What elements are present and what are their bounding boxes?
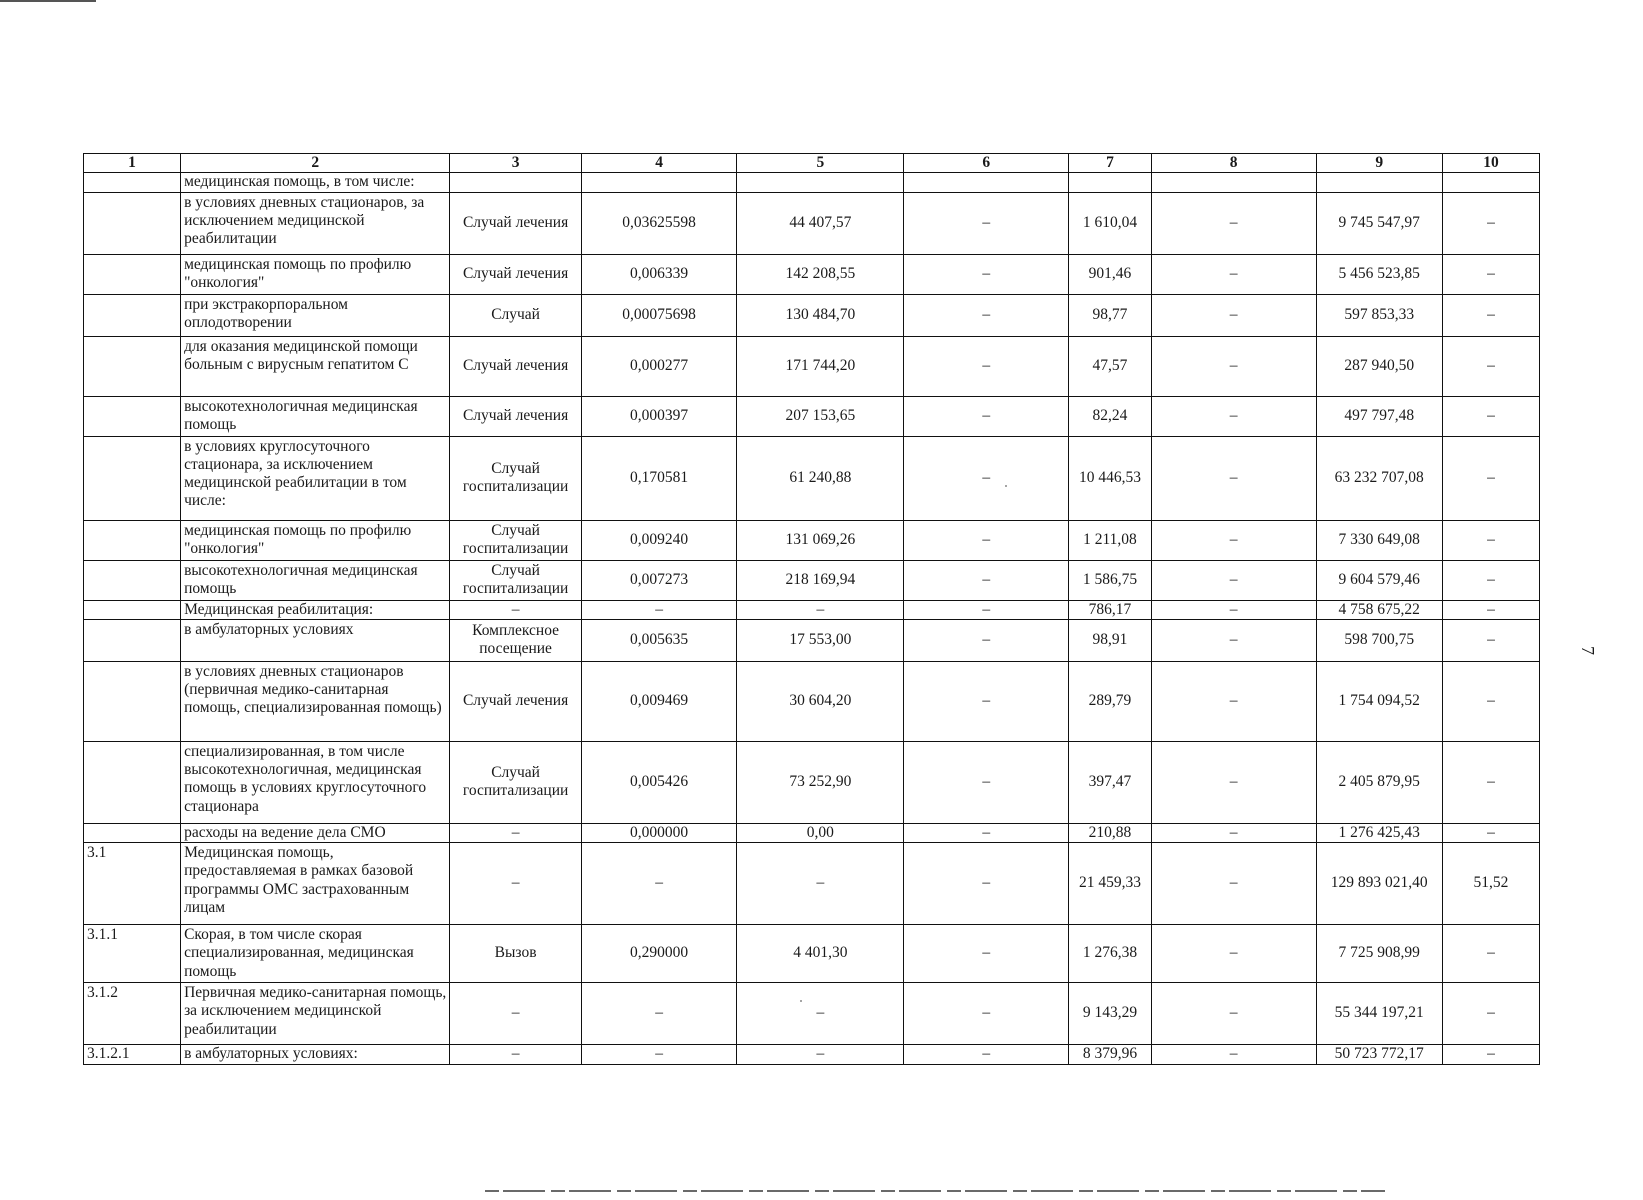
table-cell-c4: 0,005635 bbox=[581, 619, 737, 661]
table-cell-c10: – bbox=[1442, 619, 1539, 661]
table-cell-c2: в условиях круглосуточного стационара, за исключением медицинской реабилитации в том числе: bbox=[181, 436, 450, 520]
table-cell-c5: 73 252,90 bbox=[737, 741, 904, 823]
table-row bbox=[84, 436, 1540, 520]
table-cell-c7: 1 610,04 bbox=[1069, 192, 1151, 254]
table-cell-c3: Случай госпитализации bbox=[450, 560, 582, 600]
table-cell-c2: Медицинская помощь, предоставляемая в рамках базовой программы ОМС застрахованным лицам bbox=[181, 843, 450, 925]
table-cell-c4: 0,000397 bbox=[581, 396, 737, 436]
table-cell-c4: 0,170581 bbox=[581, 436, 737, 520]
table-cell-c4: – bbox=[581, 600, 737, 619]
table-cell-c4: 0,007273 bbox=[581, 560, 737, 600]
table-cell-c8: – bbox=[1151, 520, 1316, 560]
table-cell-c8: – bbox=[1151, 254, 1316, 294]
table-cell-c10: – bbox=[1442, 741, 1539, 823]
table-cell-c6: – bbox=[904, 520, 1069, 560]
table-cell-c8: – bbox=[1151, 983, 1316, 1045]
table-cell-c10: – bbox=[1442, 192, 1539, 254]
table-cell-c8: – bbox=[1151, 661, 1316, 741]
table-row bbox=[84, 1045, 1540, 1065]
table-cell-c4: – bbox=[581, 843, 737, 925]
table-cell-c5: – bbox=[737, 1045, 904, 1065]
table-cell-c3 bbox=[450, 173, 582, 192]
table-row bbox=[84, 600, 1540, 619]
table-cell-c8: – bbox=[1151, 925, 1316, 983]
table-cell-c10: – bbox=[1442, 436, 1539, 520]
table-cell-c1 bbox=[84, 396, 181, 436]
budget-table bbox=[83, 153, 1540, 1065]
table-cell-c1 bbox=[84, 661, 181, 741]
table-cell-c3: Комплексное посещение bbox=[450, 619, 582, 661]
table-cell-c6: – bbox=[904, 843, 1069, 925]
table-cell-c2: Скорая, в том числе скорая специализированная, медицинская помощь bbox=[181, 925, 450, 983]
table-row bbox=[84, 925, 1540, 983]
table-cell-c10: – bbox=[1442, 983, 1539, 1045]
table-cell-c9: 597 853,33 bbox=[1316, 294, 1442, 336]
table-cell-c1 bbox=[84, 741, 181, 823]
table-cell-c7: 21 459,33 bbox=[1069, 843, 1151, 925]
table-cell-c3: Случай bbox=[450, 294, 582, 336]
table-cell-c6: – bbox=[904, 1045, 1069, 1065]
table-row bbox=[84, 661, 1540, 741]
table-cell-c9: 2 405 879,95 bbox=[1316, 741, 1442, 823]
table-cell-c7: 1 586,75 bbox=[1069, 560, 1151, 600]
header-cell: 8 bbox=[1151, 154, 1316, 173]
table-cell-c6: – bbox=[904, 254, 1069, 294]
table-cell-c7: 98,77 bbox=[1069, 294, 1151, 336]
table-cell-c2: Медицинская реабилитация: bbox=[181, 600, 450, 619]
table-cell-c10: – bbox=[1442, 560, 1539, 600]
header-cell: 6 bbox=[904, 154, 1069, 173]
table-cell-c1 bbox=[84, 600, 181, 619]
table-cell-c1: 3.1.1 bbox=[84, 925, 181, 983]
table-cell-c5: – bbox=[737, 843, 904, 925]
header-cell: 1 bbox=[84, 154, 181, 173]
scan-speck bbox=[1005, 485, 1007, 487]
table-cell-c10: – bbox=[1442, 823, 1539, 842]
table-cell-c9: 7 330 649,08 bbox=[1316, 520, 1442, 560]
table-cell-c4: – bbox=[581, 983, 737, 1045]
table-cell-c5: 4 401,30 bbox=[737, 925, 904, 983]
table-cell-c3: Случай госпитализации bbox=[450, 741, 582, 823]
table-cell-c2: медицинская помощь по профилю "онкология" bbox=[181, 254, 450, 294]
table-cell-c5: 30 604,20 bbox=[737, 661, 904, 741]
table-cell-c2: в условиях дневных стационаров, за исключением медицинской реабилитации bbox=[181, 192, 450, 254]
table-cell-c8: – bbox=[1151, 619, 1316, 661]
table-cell-c9: 50 723 772,17 bbox=[1316, 1045, 1442, 1065]
table-cell-c3: Случай лечения bbox=[450, 192, 582, 254]
table-cell-c7: 1 211,08 bbox=[1069, 520, 1151, 560]
table-cell-c7: 901,46 bbox=[1069, 254, 1151, 294]
table-cell-c10: – bbox=[1442, 396, 1539, 436]
table-cell-c6 bbox=[904, 173, 1069, 192]
table-cell-c1: 3.1 bbox=[84, 843, 181, 925]
table-cell-c7: 47,57 bbox=[1069, 336, 1151, 396]
table-cell-c5: 218 169,94 bbox=[737, 560, 904, 600]
table-cell-c10: – bbox=[1442, 336, 1539, 396]
table-cell-c5: 171 744,20 bbox=[737, 336, 904, 396]
table-cell-c1 bbox=[84, 436, 181, 520]
table-cell-c8: – bbox=[1151, 396, 1316, 436]
table-cell-c7: 8 379,96 bbox=[1069, 1045, 1151, 1065]
table-cell-c4: 0,00075698 bbox=[581, 294, 737, 336]
table-cell-c6: – bbox=[904, 925, 1069, 983]
table-cell-c6: – bbox=[904, 983, 1069, 1045]
table-cell-c2: в амбулаторных условиях: bbox=[181, 1045, 450, 1065]
table-row bbox=[84, 983, 1540, 1045]
table-cell-c1 bbox=[84, 294, 181, 336]
table-row bbox=[84, 192, 1540, 254]
table-cell-c3: Случай лечения bbox=[450, 336, 582, 396]
table-cell-c2: высокотехнологичная медицинская помощь bbox=[181, 396, 450, 436]
table-cell-c3: – bbox=[450, 843, 582, 925]
table-cell-c4: 0,03625598 bbox=[581, 192, 737, 254]
header-cell: 5 bbox=[737, 154, 904, 173]
table-cell-c10: – bbox=[1442, 600, 1539, 619]
table-cell-c8: – bbox=[1151, 294, 1316, 336]
table-cell-c10: – bbox=[1442, 661, 1539, 741]
table-cell-c5: 130 484,70 bbox=[737, 294, 904, 336]
table-cell-c8 bbox=[1151, 173, 1316, 192]
table-cell-c9: 55 344 197,21 bbox=[1316, 983, 1442, 1045]
table-cell-c5: – bbox=[737, 983, 904, 1045]
table-cell-c7 bbox=[1069, 173, 1151, 192]
table-cell-c3: – bbox=[450, 983, 582, 1045]
table-cell-c6: – bbox=[904, 619, 1069, 661]
table-cell-c1: 3.1.2.1 bbox=[84, 1045, 181, 1065]
table-cell-c8: – bbox=[1151, 843, 1316, 925]
table-cell-c7: 210,88 bbox=[1069, 823, 1151, 842]
table-row bbox=[84, 294, 1540, 336]
table-cell-c9: 4 758 675,22 bbox=[1316, 600, 1442, 619]
header-cell: 7 bbox=[1069, 154, 1151, 173]
table-cell-c3: – bbox=[450, 600, 582, 619]
table-cell-c9: 5 456 523,85 bbox=[1316, 254, 1442, 294]
table-cell-c2: расходы на ведение дела СМО bbox=[181, 823, 450, 842]
table-cell-c8: – bbox=[1151, 560, 1316, 600]
header-cell: 9 bbox=[1316, 154, 1442, 173]
table-cell-c4: 0,005426 bbox=[581, 741, 737, 823]
table-cell-c9: 1 276 425,43 bbox=[1316, 823, 1442, 842]
table-cell-c9: 287 940,50 bbox=[1316, 336, 1442, 396]
table-cell-c7: 397,47 bbox=[1069, 741, 1151, 823]
table-cell-c6: – bbox=[904, 560, 1069, 600]
table-cell-c8: – bbox=[1151, 192, 1316, 254]
table-cell-c9: 63 232 707,08 bbox=[1316, 436, 1442, 520]
table-cell-c9: 9 604 579,46 bbox=[1316, 560, 1442, 600]
table-cell-c5: – bbox=[737, 600, 904, 619]
table-cell-c7: 289,79 bbox=[1069, 661, 1151, 741]
table-cell-c2: в амбулаторных условиях bbox=[181, 619, 450, 661]
table-cell-c3: – bbox=[450, 823, 582, 842]
table-cell-c5: 142 208,55 bbox=[737, 254, 904, 294]
table-cell-c1 bbox=[84, 192, 181, 254]
table-cell-c10: 51,52 bbox=[1442, 843, 1539, 925]
table-cell-c6: – bbox=[904, 600, 1069, 619]
table-cell-c3: Случай госпитализации bbox=[450, 436, 582, 520]
table-cell-c6: – bbox=[904, 661, 1069, 741]
table-cell-c5: 131 069,26 bbox=[737, 520, 904, 560]
table-cell-c6: – bbox=[904, 192, 1069, 254]
table-cell-c1 bbox=[84, 619, 181, 661]
table-cell-c7: 98,91 bbox=[1069, 619, 1151, 661]
table-row bbox=[84, 823, 1540, 842]
table-cell-c10: – bbox=[1442, 520, 1539, 560]
table-cell-c4 bbox=[581, 173, 737, 192]
table-cell-c2: для оказания медицинской помощи больным с вирусным гепатитом С bbox=[181, 336, 450, 396]
table-cell-c10 bbox=[1442, 173, 1539, 192]
table-cell-c9 bbox=[1316, 173, 1442, 192]
table-row bbox=[84, 843, 1540, 925]
table-cell-c5: 17 553,00 bbox=[737, 619, 904, 661]
table-cell-c10: – bbox=[1442, 925, 1539, 983]
table-cell-c4: 0,290000 bbox=[581, 925, 737, 983]
table-row bbox=[84, 520, 1540, 560]
table-cell-c3: Случай лечения bbox=[450, 661, 582, 741]
header-cell: 3 bbox=[450, 154, 582, 173]
table-row bbox=[84, 173, 1540, 192]
table-cell-c2: Первичная медико-санитарная помощь, за исключением медицинской реабилитации bbox=[181, 983, 450, 1045]
table-cell-c10: – bbox=[1442, 254, 1539, 294]
table-cell-c4: – bbox=[581, 1045, 737, 1065]
table-cell-c8: – bbox=[1151, 600, 1316, 619]
table-cell-c2: медицинская помощь, в том числе: bbox=[181, 173, 450, 192]
table-cell-c4: 0,000000 bbox=[581, 823, 737, 842]
table-cell-c4: 0,006339 bbox=[581, 254, 737, 294]
table-cell-c8: – bbox=[1151, 436, 1316, 520]
table-row bbox=[84, 254, 1540, 294]
table-cell-c6: – bbox=[904, 823, 1069, 842]
table-cell-c4: 0,009469 bbox=[581, 661, 737, 741]
table-cell-c7: 82,24 bbox=[1069, 396, 1151, 436]
scan-corner-mark bbox=[0, 0, 96, 2]
table-cell-c1 bbox=[84, 560, 181, 600]
header-cell: 4 bbox=[581, 154, 737, 173]
table-cell-c7: 1 276,38 bbox=[1069, 925, 1151, 983]
table-cell-c3: Вызов bbox=[450, 925, 582, 983]
table-cell-c10: – bbox=[1442, 1045, 1539, 1065]
table-row bbox=[84, 336, 1540, 396]
header-cell: 10 bbox=[1442, 154, 1539, 173]
table-cell-c2: высокотехнологичная медицинская помощь bbox=[181, 560, 450, 600]
table-row bbox=[84, 396, 1540, 436]
table-cell-c8: – bbox=[1151, 1045, 1316, 1065]
table-cell-c8: – bbox=[1151, 336, 1316, 396]
table-cell-c2: при экстракорпоральном оплодотворении bbox=[181, 294, 450, 336]
table-cell-c7: 10 446,53 bbox=[1069, 436, 1151, 520]
table-cell-c6: – bbox=[904, 741, 1069, 823]
table-cell-c5: 61 240,88 bbox=[737, 436, 904, 520]
table-cell-c7: 9 143,29 bbox=[1069, 983, 1151, 1045]
table-cell-c5: 44 407,57 bbox=[737, 192, 904, 254]
table-cell-c1 bbox=[84, 520, 181, 560]
table-row bbox=[84, 560, 1540, 600]
header-cell: 2 bbox=[181, 154, 450, 173]
table-cell-c6: – bbox=[904, 294, 1069, 336]
table-cell-c9: 598 700,75 bbox=[1316, 619, 1442, 661]
table-cell-c5: 207 153,65 bbox=[737, 396, 904, 436]
table-cell-c9: 497 797,48 bbox=[1316, 396, 1442, 436]
table-cell-c2: медицинская помощь по профилю "онкология" bbox=[181, 520, 450, 560]
table-row bbox=[84, 619, 1540, 661]
table-cell-c4: 0,000277 bbox=[581, 336, 737, 396]
table-cell-c8: – bbox=[1151, 823, 1316, 842]
scan-speck bbox=[800, 1000, 802, 1002]
table-cell-c1 bbox=[84, 336, 181, 396]
table-cell-c3: Случай лечения bbox=[450, 396, 582, 436]
table-cell-c9: 1 754 094,52 bbox=[1316, 661, 1442, 741]
table-row bbox=[84, 741, 1540, 823]
table-cell-c2: специализированная, в том числе высокотехнологичная, медицинская помощь в условиях круглосуточного стационара bbox=[181, 741, 450, 823]
table-cell-c8: – bbox=[1151, 741, 1316, 823]
table-cell-c9: 7 725 908,99 bbox=[1316, 925, 1442, 983]
table-cell-c9: 9 745 547,97 bbox=[1316, 192, 1442, 254]
table-cell-c6: – bbox=[904, 436, 1069, 520]
table-cell-c6: – bbox=[904, 336, 1069, 396]
table-cell-c2: в условиях дневных стационаров (первичная медико-санитарная помощь, специализированная помощь) bbox=[181, 661, 450, 741]
table-cell-c5: 0,00 bbox=[737, 823, 904, 842]
scan-bottom-marks bbox=[485, 1190, 1385, 1192]
table-cell-c1 bbox=[84, 254, 181, 294]
table-cell-c4: 0,009240 bbox=[581, 520, 737, 560]
table-cell-c9: 129 893 021,40 bbox=[1316, 843, 1442, 925]
table-cell-c6: – bbox=[904, 396, 1069, 436]
table-cell-c3: – bbox=[450, 1045, 582, 1065]
table-cell-c3: Случай лечения bbox=[450, 254, 582, 294]
page-number: 7 bbox=[1578, 646, 1598, 655]
table-cell-c1 bbox=[84, 823, 181, 842]
table-header-row bbox=[84, 154, 1540, 173]
table-body bbox=[84, 154, 1540, 1065]
table-cell-c1: 3.1.2 bbox=[84, 983, 181, 1045]
table-cell-c10: – bbox=[1442, 294, 1539, 336]
table-cell-c5 bbox=[737, 173, 904, 192]
table-cell-c7: 786,17 bbox=[1069, 600, 1151, 619]
table-cell-c1 bbox=[84, 173, 181, 192]
table-cell-c3: Случай госпитализации bbox=[450, 520, 582, 560]
